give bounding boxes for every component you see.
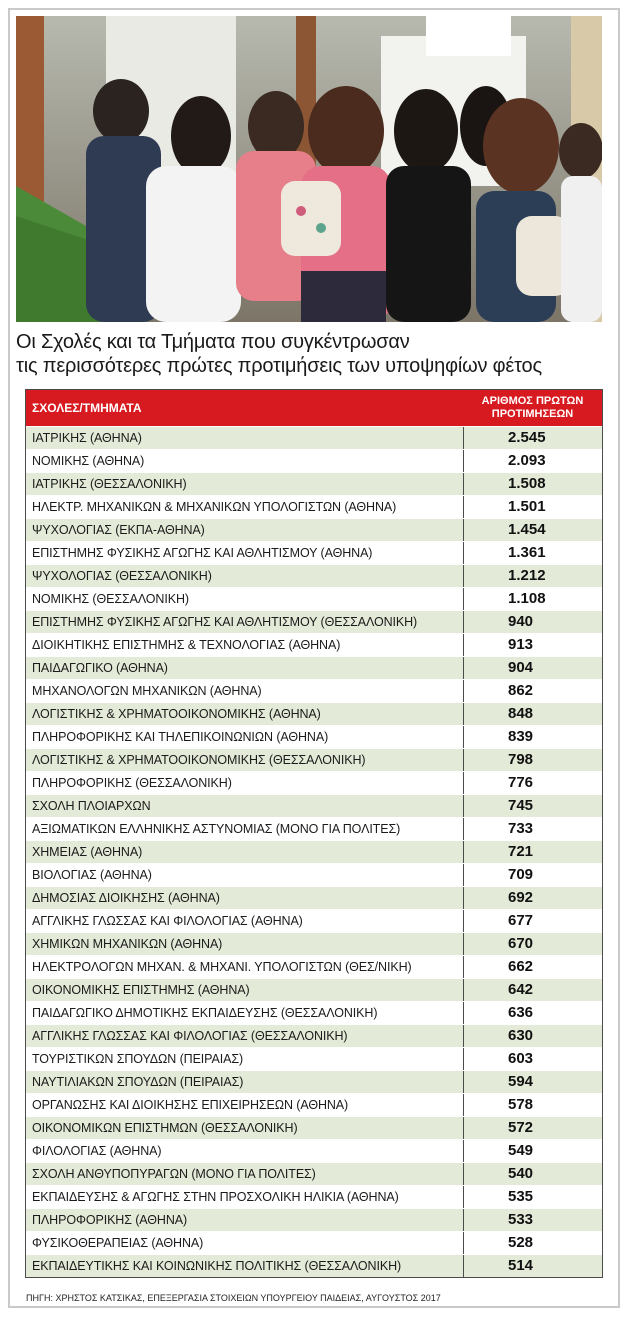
school-name-cell: ΠΛΗΡΟΦΟΡΙΚΗΣ (ΑΘΗΝΑ) — [32, 1213, 188, 1227]
preferences-table — [25, 389, 603, 1278]
first-preferences-cell: 540 — [463, 1163, 602, 1185]
first-preferences-cell: 636 — [463, 1002, 602, 1024]
table-row — [26, 564, 602, 587]
first-preferences-cell: 1.361 — [463, 542, 602, 564]
table-row — [26, 817, 602, 840]
first-preferences-cell: 709 — [463, 864, 602, 886]
column-header-schools: ΣΧΟΛΕΣ/ΤΜΗΜΑΤΑ — [32, 401, 142, 415]
first-preferences-cell: 578 — [463, 1094, 602, 1116]
first-preferences-cell: 913 — [463, 634, 602, 656]
table-row — [26, 1093, 602, 1116]
school-name-cell: ΑΓΓΛΙΚΗΣ ΓΛΩΣΣΑΣ ΚΑΙ ΦΙΛΟΛΟΓΙΑΣ (ΑΘΗΝΑ) — [32, 914, 303, 928]
table-row — [26, 426, 602, 449]
school-name-cell: ΕΠΙΣΤΗΜΗΣ ΦΥΣΙΚΗΣ ΑΓΩΓΗΣ ΚΑΙ ΑΘΛΗΤΙΣΜΟΥ (ΘΕΣΣΑΛΟΝΙΚΗ) — [32, 615, 418, 629]
first-preferences-cell: 630 — [463, 1025, 602, 1047]
table-row — [26, 1162, 602, 1185]
table-row — [26, 909, 602, 932]
first-preferences-cell: 692 — [463, 887, 602, 909]
school-name-cell: ΙΑΤΡΙΚΗΣ (ΑΘΗΝΑ) — [32, 431, 142, 445]
first-preferences-cell: 904 — [463, 657, 602, 679]
school-name-cell: ΠΛΗΡΟΦΟΡΙΚΗΣ (ΘΕΣΣΑΛΟΝΙΚΗ) — [32, 776, 232, 790]
school-name-cell: ΠΑΙΔΑΓΩΓΙΚΟ (ΑΘΗΝΑ) — [32, 661, 168, 675]
school-name-cell: ΒΙΟΛΟΓΙΑΣ (ΑΘΗΝΑ) — [32, 868, 152, 882]
first-preferences-cell: 603 — [463, 1048, 602, 1070]
school-name-cell: ΤΟΥΡΙΣΤΙΚΩΝ ΣΠΟΥΔΩΝ (ΠΕΙΡΑΙΑΣ) — [32, 1052, 244, 1066]
school-name-cell: ΟΙΚΟΝΟΜΙΚΩΝ ΕΠΙΣΤΗΜΩΝ (ΘΕΣΣΑΛΟΝΙΚΗ) — [32, 1121, 298, 1135]
school-name-cell: ΕΚΠΑΙΔΕΥΤΙΚΗΣ ΚΑΙ ΚΟΙΝΩΝΙΚΗΣ ΠΟΛΙΤΙΚΗΣ (ΘΕΣΣΑΛΟΝΙΚΗ) — [32, 1259, 402, 1273]
school-name-cell: ΑΓΓΛΙΚΗΣ ΓΛΩΣΣΑΣ ΚΑΙ ΦΙΛΟΛΟΓΙΑΣ (ΘΕΣΣΑΛΟΝΙΚΗ) — [32, 1029, 348, 1043]
school-name-cell: ΝΟΜΙΚΗΣ (ΑΘΗΝΑ) — [32, 454, 145, 468]
first-preferences-cell: 594 — [463, 1071, 602, 1093]
first-preferences-cell: 745 — [463, 795, 602, 817]
school-name-cell: ΕΠΙΣΤΗΜΗΣ ΦΥΣΙΚΗΣ ΑΓΩΓΗΣ ΚΑΙ ΑΘΛΗΤΙΣΜΟΥ (ΑΘΗΝΑ) — [32, 546, 373, 560]
table-row — [26, 541, 602, 564]
table-row — [26, 1070, 602, 1093]
column-header-count-line-2: ΠΡΟΤΙΜΗΣΕΩΝ — [491, 408, 574, 420]
first-preferences-cell: 677 — [463, 910, 602, 932]
table-row — [26, 679, 602, 702]
first-preferences-cell: 642 — [463, 979, 602, 1001]
table-row — [26, 610, 602, 633]
table-row — [26, 495, 602, 518]
table-row — [26, 1254, 602, 1277]
first-preferences-cell: 721 — [463, 841, 602, 863]
school-name-cell: ΣΧΟΛΗ ΠΛΟΙΑΡΧΩΝ — [32, 799, 151, 813]
school-name-cell: ΕΚΠΑΙΔΕΥΣΗΣ & ΑΓΩΓΗΣ ΣΤΗΝ ΠΡΟΣΧΟΛΙΚΗ ΗΛΙΚΙΑ (ΑΘΗΝΑ) — [32, 1190, 399, 1204]
table-row — [26, 1208, 602, 1231]
students-photo-illustration — [16, 16, 602, 322]
table-row — [26, 633, 602, 656]
table-row — [26, 932, 602, 955]
school-name-cell: ΟΡΓΑΝΩΣΗΣ ΚΑΙ ΔΙΟΙΚΗΣΗΣ ΕΠΙΧΕΙΡΗΣΕΩΝ (ΑΘΗΝΑ) — [32, 1098, 349, 1112]
table-row — [26, 1001, 602, 1024]
school-name-cell: ΔΗΜΟΣΙΑΣ ΔΙΟΙΚΗΣΗΣ (ΑΘΗΝΑ) — [32, 891, 220, 905]
table-row — [26, 955, 602, 978]
table-row — [26, 518, 602, 541]
first-preferences-cell: 670 — [463, 933, 602, 955]
school-name-cell: ΧΗΜΕΙΑΣ (ΑΘΗΝΑ) — [32, 845, 143, 859]
first-preferences-cell: 862 — [463, 680, 602, 702]
first-preferences-cell: 1.108 — [463, 588, 602, 610]
first-preferences-cell: 535 — [463, 1186, 602, 1208]
first-preferences-cell: 1.212 — [463, 565, 602, 587]
table-row — [26, 1047, 602, 1070]
table-row — [26, 1139, 602, 1162]
first-preferences-cell: 514 — [463, 1255, 602, 1277]
first-preferences-cell: 549 — [463, 1140, 602, 1162]
school-name-cell: ΛΟΓΙΣΤΙΚΗΣ & ΧΡΗΜΑΤΟΟΙΚΟΝΟΜΙΚΗΣ (ΑΘΗΝΑ) — [32, 707, 321, 721]
first-preferences-cell: 798 — [463, 749, 602, 771]
table-header — [26, 390, 602, 426]
table-row — [26, 886, 602, 909]
table-row — [26, 587, 602, 610]
first-preferences-cell: 733 — [463, 818, 602, 840]
school-name-cell: ΨΥΧΟΛΟΓΙΑΣ (ΘΕΣΣΑΛΟΝΙΚΗ) — [32, 569, 212, 583]
school-name-cell: ΧΗΜΙΚΩΝ ΜΗΧΑΝΙΚΩΝ (ΑΘΗΝΑ) — [32, 937, 223, 951]
school-name-cell: ΛΟΓΙΣΤΙΚΗΣ & ΧΡΗΜΑΤΟΟΙΚΟΝΟΜΙΚΗΣ (ΘΕΣΣΑΛΟΝΙΚΗ) — [32, 753, 366, 767]
school-name-cell: ΨΥΧΟΛΟΓΙΑΣ (ΕΚΠΑ-ΑΘΗΝΑ) — [32, 523, 205, 537]
table-row — [26, 1231, 602, 1254]
title-line-1: Οι Σχολές και τα Τμήματα που συγκέντρωσαν — [16, 331, 410, 353]
school-name-cell: ΦΙΛΟΛΟΓΙΑΣ (ΑΘΗΝΑ) — [32, 1144, 162, 1158]
school-name-cell: ΝΟΜΙΚΗΣ (ΘΕΣΣΑΛΟΝΙΚΗ) — [32, 592, 189, 606]
table-row — [26, 449, 602, 472]
table-row — [26, 725, 602, 748]
table-row — [26, 794, 602, 817]
column-header-count — [463, 390, 602, 426]
first-preferences-cell: 839 — [463, 726, 602, 748]
table-row — [26, 702, 602, 725]
table-row — [26, 1185, 602, 1208]
table-row — [26, 656, 602, 679]
first-preferences-cell: 848 — [463, 703, 602, 725]
school-name-cell: ΣΧΟΛΗ ΑΝΘΥΠΟΠΥΡΑΓΩΝ (ΜΟΝΟ ΓΙΑ ΠΟΛΙΤΕΣ) — [32, 1167, 316, 1181]
school-name-cell: ΗΛΕΚΤΡ. ΜΗΧΑΝΙΚΩΝ & ΜΗΧΑΝΙΚΩΝ ΥΠΟΛΟΓΙΣΤΩΝ (ΑΘΗΝΑ) — [32, 500, 397, 514]
column-header-count-line-1: ΑΡΙΘΜΟΣ ΠΡΩΤΩΝ — [481, 395, 584, 407]
school-name-cell: ΠΑΙΔΑΓΩΓΙΚΟ ΔΗΜΟΤΙΚΗΣ ΕΚΠΑΙΔΕΥΣΗΣ (ΘΕΣΣΑΛΟΝΙΚΗ) — [32, 1006, 378, 1020]
first-preferences-cell: 662 — [463, 956, 602, 978]
table-row — [26, 771, 602, 794]
first-preferences-cell: 940 — [463, 611, 602, 633]
school-name-cell: ΝΑΥΤΙΛΙΑΚΩΝ ΣΠΟΥΔΩΝ (ΠΕΙΡΑΙΑΣ) — [32, 1075, 244, 1089]
first-preferences-cell: 1.501 — [463, 496, 602, 518]
table-row — [26, 840, 602, 863]
first-preferences-cell: 1.454 — [463, 519, 602, 541]
table-row — [26, 1024, 602, 1047]
first-preferences-cell: 572 — [463, 1117, 602, 1139]
title-line-2: τις περισσότερες πρώτες προτιμήσεις των υποψηφίων φέτος — [16, 355, 542, 377]
first-preferences-cell: 776 — [463, 772, 602, 794]
school-name-cell: ΟΙΚΟΝΟΜΙΚΗΣ ΕΠΙΣΤΗΜΗΣ (ΑΘΗΝΑ) — [32, 983, 250, 997]
source-note: ΠΗΓΗ: ΧΡΗΣΤΟΣ ΚΑΤΣΙΚΑΣ, ΕΠΕΞΕΡΓΑΣΙΑ ΣΤΟΙΧΕΙΩΝ ΥΠΟΥΡΓΕΙΟΥ ΠΑΙΔΕΙΑΣ, ΑΥΓΟΥΣΤΟΣ 2017 — [26, 1293, 441, 1303]
school-name-cell: ΠΛΗΡΟΦΟΡΙΚΗΣ ΚΑΙ ΤΗΛΕΠΙΚΟΙΝΩΝΙΩΝ (ΑΘΗΝΑ) — [32, 730, 329, 744]
table-row — [26, 748, 602, 771]
first-preferences-cell: 533 — [463, 1209, 602, 1231]
students-photo — [16, 16, 602, 322]
table-row — [26, 863, 602, 886]
table-row — [26, 472, 602, 495]
table-row — [26, 978, 602, 1001]
first-preferences-cell: 528 — [463, 1232, 602, 1254]
school-name-cell: ΜΗΧΑΝΟΛΟΓΩΝ ΜΗΧΑΝΙΚΩΝ (ΑΘΗΝΑ) — [32, 684, 262, 698]
first-preferences-cell: 1.508 — [463, 473, 602, 495]
first-preferences-cell: 2.545 — [463, 427, 602, 449]
school-name-cell: ΙΑΤΡΙΚΗΣ (ΘΕΣΣΑΛΟΝΙΚΗ) — [32, 477, 187, 491]
table-body — [26, 426, 602, 1277]
school-name-cell: ΗΛΕΚΤΡΟΛΟΓΩΝ ΜΗΧΑΝ. & ΜΗΧΑΝΙ. ΥΠΟΛΟΓΙΣΤΩΝ (ΘΕΣ/ΝΙΚΗ) — [32, 960, 412, 974]
school-name-cell: ΔΙΟΙΚΗΤΙΚΗΣ ΕΠΙΣΤΗΜΗΣ & ΤΕΧΝΟΛΟΓΙΑΣ (ΑΘΗΝΑ) — [32, 638, 341, 652]
school-name-cell: ΑΞΙΩΜΑΤΙΚΩΝ ΕΛΛΗΝΙΚΗΣ ΑΣΤΥΝΟΜΙΑΣ (ΜΟΝΟ ΓΙΑ ΠΟΛΙΤΕΣ) — [32, 822, 401, 836]
infographic-title — [16, 330, 606, 378]
school-name-cell: ΦΥΣΙΚΟΘΕΡΑΠΕΙΑΣ (ΑΘΗΝΑ) — [32, 1236, 204, 1250]
table-row — [26, 1116, 602, 1139]
first-preferences-cell: 2.093 — [463, 450, 602, 472]
